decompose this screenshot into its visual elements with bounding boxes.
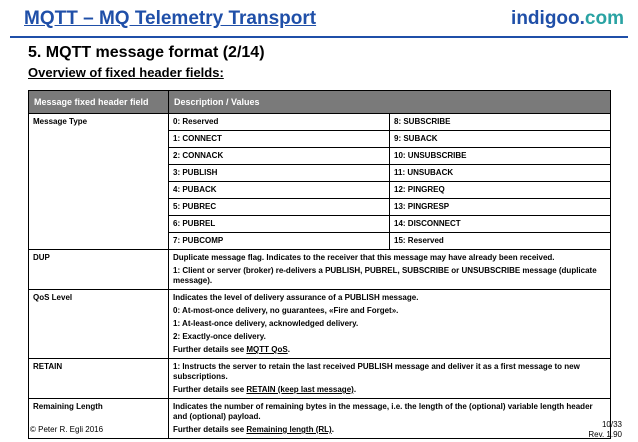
row-label-qos: QoS Level bbox=[29, 290, 169, 359]
description-line: 1: Instructs the server to retain the last received PUBLISH message and deliver it as a first message to new subscriptions. bbox=[173, 362, 580, 381]
fixed-header-table bbox=[28, 90, 611, 439]
table-row bbox=[29, 114, 611, 131]
message-type-cell: 9: SUBACK bbox=[390, 131, 611, 148]
message-type-cell: 10: UNSUBSCRIBE bbox=[390, 148, 611, 165]
table-row bbox=[29, 399, 611, 439]
page-info bbox=[588, 420, 622, 440]
further-details-prefix: Further details see bbox=[173, 425, 247, 434]
message-type-cell: 8: SUBSCRIBE bbox=[390, 114, 611, 131]
further-details-prefix: Further details see bbox=[173, 345, 247, 354]
page-title: 5. MQTT message format (2/14) bbox=[28, 44, 265, 61]
page-subtitle: Overview of fixed header fields: bbox=[28, 65, 224, 80]
mqtt-qos-link[interactable]: MQTT QoS bbox=[246, 345, 288, 354]
message-type-cell: 6: PUBREL bbox=[169, 216, 390, 233]
copyright: © Peter R. Egli 2016 bbox=[30, 425, 104, 434]
further-details-line bbox=[173, 345, 606, 355]
further-details-suffix: . bbox=[353, 385, 357, 394]
description-line: 1: At-least-once delivery, acknowledged delivery. bbox=[173, 319, 359, 328]
revision: Rev. 1.90 bbox=[588, 430, 622, 439]
description-line: Indicates the number of remaining bytes in the message, i.e. the length of the (optional) variable length header and (optional) payload. bbox=[173, 402, 593, 421]
remaining-length-description bbox=[169, 399, 611, 439]
message-type-cell: 4: PUBACK bbox=[169, 182, 390, 199]
message-type-cell: 2: CONNACK bbox=[169, 148, 390, 165]
message-type-cell: 0: Reserved bbox=[169, 114, 390, 131]
header-divider bbox=[10, 36, 628, 38]
brand-name: indigoo bbox=[511, 8, 580, 29]
qos-description bbox=[169, 290, 611, 359]
further-details-line bbox=[173, 425, 606, 435]
row-label-retain: RETAIN bbox=[29, 359, 169, 399]
message-type-cell: 12: PINGREQ bbox=[390, 182, 611, 199]
slide-header bbox=[0, 0, 638, 40]
message-type-cell: 1: CONNECT bbox=[169, 131, 390, 148]
dup-description bbox=[169, 250, 611, 290]
description-line: 1: Client or server (broker) re-delivers a PUBLISH, PUBREL, SUBSCRIBE or UNSUBSCRIBE message (duplicate message). bbox=[173, 266, 597, 285]
remaining-length-link[interactable]: Remaining length (RL) bbox=[246, 425, 332, 434]
further-details-line bbox=[173, 385, 606, 395]
column-header-field: Message fixed header field bbox=[29, 91, 169, 114]
message-type-cell: 14: DISCONNECT bbox=[390, 216, 611, 233]
table-row bbox=[29, 359, 611, 399]
retain-description bbox=[169, 359, 611, 399]
further-details-suffix: . bbox=[331, 425, 334, 434]
page-number: 10/33 bbox=[601, 420, 622, 429]
message-type-cell: 11: UNSUBACK bbox=[390, 165, 611, 182]
description-line: Duplicate message flag. Indicates to the receiver that this message may have already been received. bbox=[173, 253, 555, 262]
row-label-message-type: Message Type bbox=[29, 114, 169, 250]
description-line: Indicates the level of delivery assurance of a PUBLISH message. bbox=[173, 293, 419, 302]
message-type-cell: 13: PINGRESP bbox=[390, 199, 611, 216]
further-details-prefix: Further details see bbox=[173, 385, 247, 394]
description-line: 0: At-most-once delivery, no guarantees, «Fire and Forget». bbox=[173, 306, 399, 315]
further-details-suffix: . bbox=[287, 345, 290, 354]
row-label-dup: DUP bbox=[29, 250, 169, 290]
table-row bbox=[29, 250, 611, 290]
table-row bbox=[29, 290, 611, 359]
brand-logo[interactable] bbox=[511, 8, 624, 30]
table-header-row bbox=[29, 91, 611, 114]
row-label-remaining-length: Remaining Length bbox=[29, 399, 169, 439]
column-header-description: Description / Values bbox=[169, 91, 611, 114]
brand-dot: . bbox=[579, 8, 585, 29]
retain-link[interactable]: RETAIN (keep last message) bbox=[246, 385, 354, 394]
message-type-cell: 7: PUBCOMP bbox=[169, 233, 390, 250]
description-line: 2: Exactly-once delivery. bbox=[173, 332, 266, 341]
message-type-cell: 5: PUBREC bbox=[169, 199, 390, 216]
brand-tld: com bbox=[584, 8, 624, 29]
presentation-title[interactable]: MQTT – MQ Telemetry Transport bbox=[24, 8, 317, 29]
message-type-cell: 3: PUBLISH bbox=[169, 165, 390, 182]
message-type-cell: 15: Reserved bbox=[390, 233, 611, 250]
